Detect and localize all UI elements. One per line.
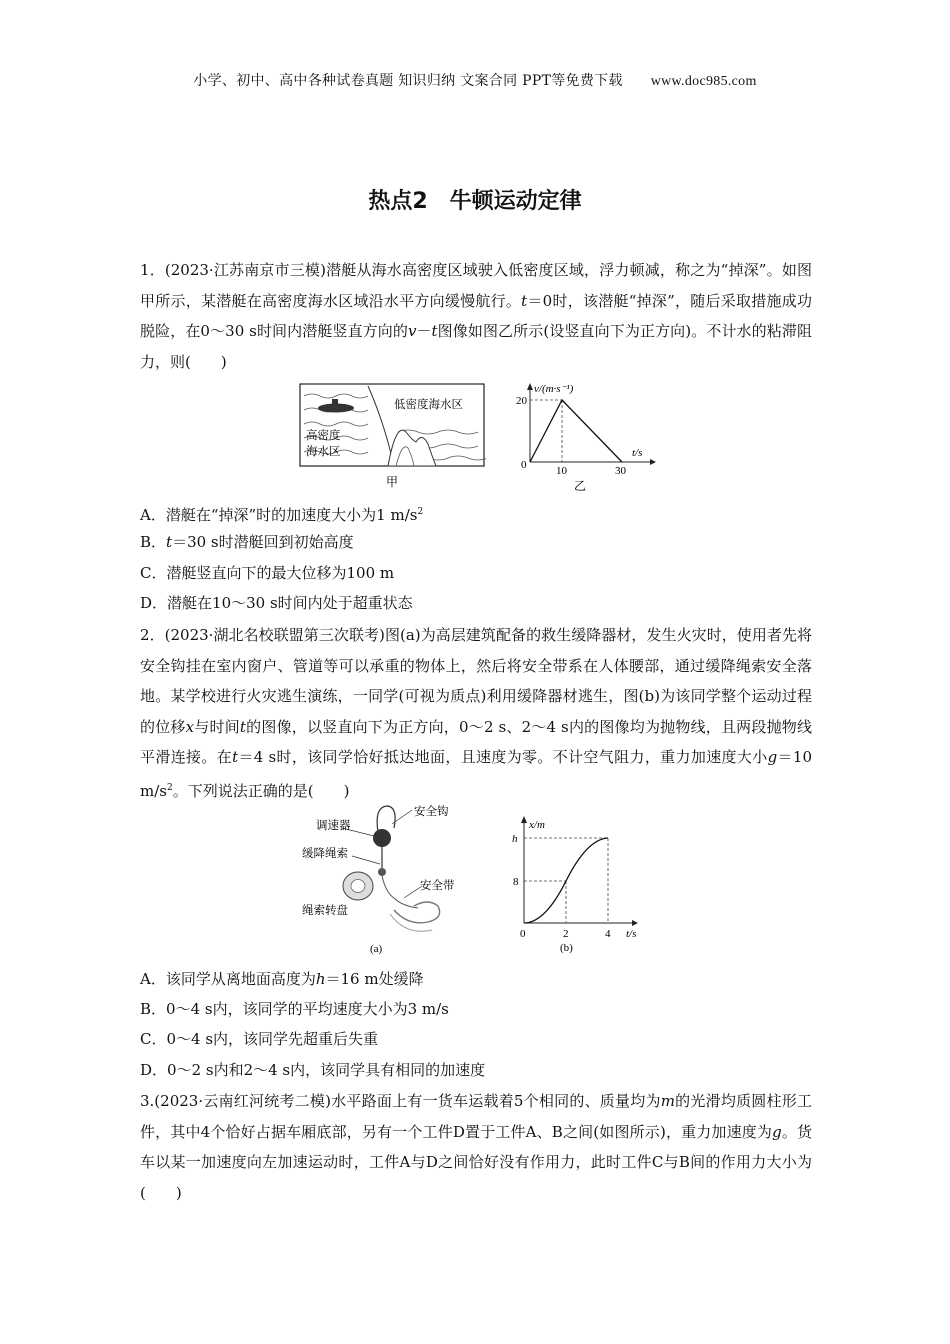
b-tick-4: 4 [605,928,611,940]
yi-caption: 乙 [574,479,587,493]
yi-tick-10: 10 [556,465,567,477]
q2-option-b[interactable]: B．0～4 s内，该同学的平均速度大小为3 m/s [140,1000,449,1018]
safety-hook-icon [377,806,395,832]
page-header [0,70,950,90]
b-ylabel: x/m [529,819,545,831]
q3-stem: 3.(2023·云南红河统考二模)水平路面上有一货车运载着5个相同的、质量均为m的光滑均质圆柱形工件，其中4个恰好占据车厢底部，另有一个工件D置于工件A、B之间(如图所示)，重力加速度为g。货车以某一加速度向左加速运动时，工件A与D之间恰好没有作用力，此时工件C与B间的作用力大小为( ) [140,1092,812,1202]
q2-option-d[interactable]: D．0～2 s内和2～4 s内，该同学具有相同的加速度 [140,1061,486,1079]
fig-a-caption: (a) [370,943,383,955]
yi-tick-20: 20 [516,395,527,407]
label-zhuanpan: 绳索转盘 [302,903,348,917]
q2-option-c[interactable]: C．0～4 s内，该同学先超重后失重 [140,1030,379,1048]
label-shengsuo: 缓降绳索 [302,846,348,860]
yi-ylabel: v/(m·s⁻¹) [534,383,574,395]
label-anquandai: 安全带 [420,878,455,892]
regulator-icon [373,829,391,847]
jia-caption: 甲 [386,475,399,489]
page-title: 热点2 牛顿运动定律 [368,189,582,214]
fig-b-caption: (b) [560,942,573,954]
b-tick-0: 0 [520,928,526,940]
q1-option-c[interactable]: C．潜艇竖直向下的最大位移为100 m [140,564,395,582]
q1-option-a[interactable]: A．潜艇在“掉深”时的加速度大小为1 $m/s^2$ [140,506,424,524]
label-tiaosu: 调速器 [316,818,351,832]
q2-figure-a [298,798,468,956]
header-text: 小学、初中、高中各种试卷真题 知识归纳 文案合同 PPT等免费下载 [193,73,623,89]
b-tick-2: 2 [563,928,569,940]
q1-stem: 1．(2023·江苏南京市三模)潜艇从海水高密度区域驶入低密度区域，浮力顿减，称之为“掉深”。如图甲所示，某潜艇在高密度海水区域沿水平方向缓慢航行。t＝0时，该潜艇“掉深”，随后采取措施成功脱险，在0～30 s时间内潜艇竖直方向的v－t图像如图乙所示(设竖直向下为正方向)。不计水的粘滞阻力，则( ) [140,261,812,371]
yi-tick-30: 30 [615,465,626,477]
header-site: www.doc985.com [650,74,757,89]
b-xlabel: t/s [626,928,637,940]
jia-low-label: 低密度海水区 [394,397,463,411]
q1-option-d[interactable]: D．潜艇在10～30 s时间内处于超重状态 [140,594,413,612]
b-tick-h: h [512,833,518,845]
jia-high-label-2: 海水区 [306,444,341,458]
q1-option-b[interactable]: B．t＝30 s时潜艇回到初始高度 [140,533,354,551]
label-anquangou: 安全钩 [414,804,449,818]
yi-xlabel: t/s [632,447,643,459]
q2-stem: 2．(2023·湖北名校联盟第三次联考)图(a)为高层建筑配备的救生缓降器材，发生火灾时，使用者先将安全钩挂在室内窗户、管道等可以承重的物体上，然后将安全带系在人体腰部，通过缓降绳索安全落地。某学校进行火灾逃生演练，一同学(可视为质点)利用缓降器材逃生，图(b)为该同学整个运动过程的位移x与时间t的图像，以竖直向下为正方向，0～2 s、2～4 s内的图像均为抛物线，且两段抛物线平滑连接。在t＝4 s时，该同学恰好抵达地面，且速度为零。不计空气阻力，重力加速度大小g＝10 $m/s^2$。下列说法正确的是( ) [140,626,812,800]
q2-figure-b [508,813,658,955]
q2-option-a[interactable]: A．该同学从离地面高度为h＝16 m处缓降 [140,970,424,988]
q1-figure-jia [298,382,486,492]
safety-belt-icon [394,902,440,923]
b-tick-8: 8 [513,876,519,888]
jia-high-label-1: 高密度 [306,428,341,442]
q1-figure-yi [516,380,666,495]
yi-vt-line [530,400,622,462]
yi-tick-0: 0 [521,459,527,471]
b-xt-curve [524,838,608,923]
